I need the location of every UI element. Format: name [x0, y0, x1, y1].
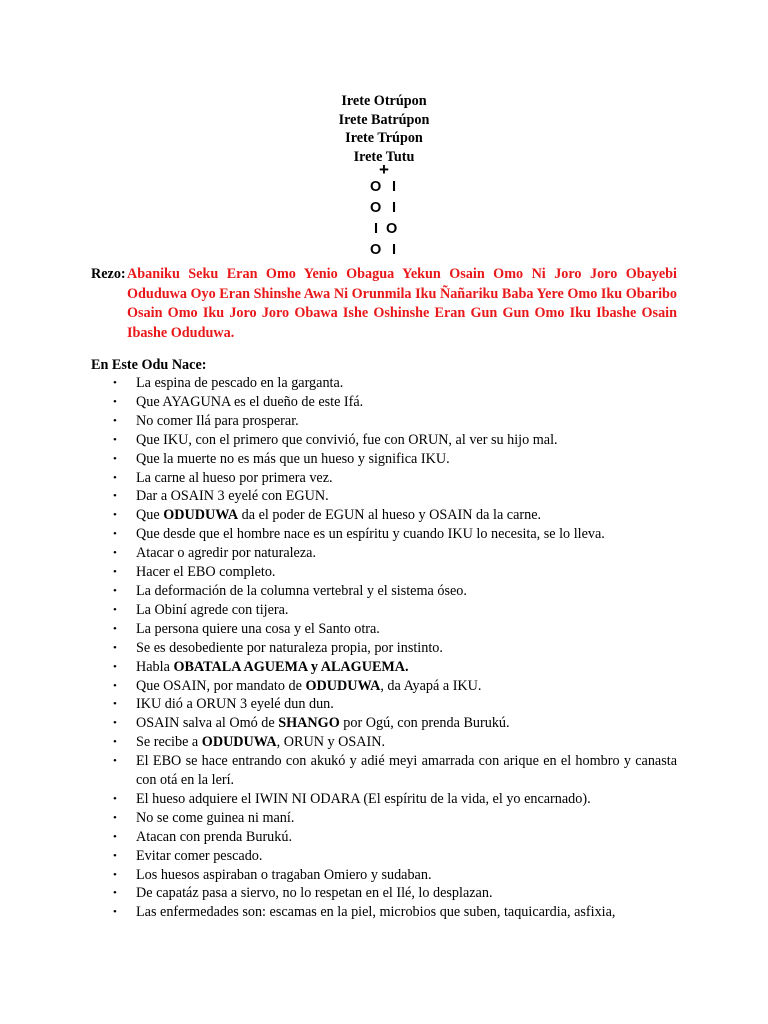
list-item [91, 658, 677, 677]
list-item [91, 639, 677, 658]
bullet-icon: • [113, 830, 117, 843]
list-item [91, 393, 677, 412]
sign-mark: O [386, 221, 398, 237]
bullet-icon: • [113, 717, 117, 730]
bullet-icon: • [113, 868, 117, 881]
text-run: El hueso adquiere el IWIN NI ODARA (El espíritu de la vida, el yo encarnado). [136, 790, 591, 807]
text-run: Hacer el EBO completo. [136, 564, 276, 581]
bullet-icon: • [113, 906, 117, 919]
list-item [91, 431, 677, 450]
bullet-icon: • [113, 584, 117, 597]
bullet-icon: • [113, 660, 117, 673]
text-run: La persona quiere una cosa y el Santo otra. [136, 620, 380, 637]
rezo-label: Rezo: [91, 266, 126, 282]
sign-mark: I [392, 179, 397, 195]
bullet-icon: • [113, 547, 117, 560]
text-run: Evitar comer pescado. [136, 847, 263, 864]
bullet-icon: • [113, 471, 117, 484]
sign-mark: I [374, 221, 379, 237]
list-item [91, 506, 677, 525]
bullet-icon: • [113, 414, 117, 427]
odu-name: Irete Otrúpon [341, 93, 427, 109]
bullet-icon: • [113, 377, 117, 389]
text-run: Dar a OSAIN 3 eyelé con EGUN. [136, 488, 329, 505]
bullet-icon: • [113, 679, 117, 692]
text-run: El EBO se hace entrando con akukó y adié meyi amarrada con arique en el hombro y canasta con otá en la lerí. [136, 753, 677, 789]
bullet-icon: • [113, 603, 117, 616]
text-run: por Ogú, con prenda Burukú. [339, 715, 510, 732]
text-run: No se come guinea ni maní. [136, 809, 295, 826]
bullet-icon: • [113, 849, 117, 862]
sign-row [354, 219, 414, 240]
list-item [91, 544, 677, 563]
bullet-list [91, 374, 677, 922]
text-run: Que AYAGUNA es el dueño de este Ifá. [136, 393, 364, 410]
bold-text: ODUDUWA [201, 734, 277, 751]
list-item [91, 525, 677, 544]
list-item [91, 563, 677, 582]
text-run: Habla [136, 658, 174, 675]
list-item [91, 695, 677, 714]
bullet-icon: • [113, 566, 117, 579]
list-item [91, 677, 677, 696]
text-run: Que IKU, con el primero que convivió, fue con ORUN, al ver su hijo mal. [136, 431, 558, 448]
bold-text: OBATALA AGUEMA y ALAGUEMA. [173, 658, 409, 675]
list-item [91, 582, 677, 601]
odu-name: Irete Batrúpon [338, 111, 430, 128]
odu-names [0, 92, 768, 166]
list-item [91, 412, 677, 431]
sign-row [354, 177, 414, 198]
odu-name: Irete Tutu [353, 148, 415, 165]
sign-mark: I [392, 200, 397, 216]
bullet-icon: • [113, 528, 117, 541]
text-run: Que desde que el hombre nace es un espíritu y cuando IKU lo necesita, se lo lleva. [136, 526, 605, 543]
list-item [91, 884, 677, 903]
text-run: da el poder de EGUN al hueso y OSAIN da la carne. [238, 507, 542, 524]
text-run: Los huesos aspiraban o tragaban Omiero y sudaban. [136, 866, 432, 883]
text-run: Las enfermedades son: escamas en la piel, microbios que suben, taquicardia, asfixia, [136, 904, 616, 921]
bold-text: SHANGO [278, 715, 340, 732]
list-item [91, 847, 677, 866]
section-heading: En Este Odu Nace: [91, 357, 207, 373]
odu-sign [354, 160, 414, 261]
bullet-icon: • [113, 792, 117, 805]
text-run: Atacan con prenda Burukú. [136, 828, 293, 845]
text-run: La Obiní agrede con tijera. [136, 601, 289, 618]
list-item [91, 620, 677, 639]
bullet-icon: • [113, 811, 117, 824]
bullet-icon: • [113, 641, 117, 654]
sign-row [354, 198, 414, 219]
bullet-icon: • [113, 698, 117, 711]
list-item [91, 374, 677, 393]
bullet-icon: • [113, 755, 117, 768]
list-item [91, 809, 677, 828]
bullet-icon: • [113, 490, 117, 503]
text-run: , da Ayapá a IKU. [380, 677, 482, 694]
rezo-text: Abaniku Seku Eran Omo Yenio Obagua Yekun Osain Omo Ni Joro Joro Obayebi Oduduwa Oyo Eran Shinshe Awa Ni Orunmila Iku Ñañariku Baba Yere Omo Iku Obaribo Osain Omo Iku Joro Joro Obawa Ishe Oshinshe Eran Gun Gun Omo Iku Ibashe Osain Ibashe Oduduwa. [127, 266, 677, 341]
sign-plus: + [379, 160, 389, 179]
bullet-icon: • [113, 395, 117, 408]
bullet-icon: • [113, 887, 117, 900]
text-run: Que [136, 507, 164, 524]
sign-mark: O [370, 200, 382, 216]
sign-mark: O [370, 179, 382, 195]
text-run: Atacar o agredir por naturaleza. [136, 545, 316, 562]
list-item [91, 733, 677, 752]
text-run: La espina de pescado en la garganta. [136, 375, 344, 391]
text-run: Se recibe a [136, 734, 202, 751]
text-run: IKU dió a ORUN 3 eyelé dun dun. [136, 696, 334, 713]
rezo-section [91, 265, 677, 343]
bullet-icon: • [113, 736, 117, 749]
sign-mark: I [392, 242, 397, 258]
text-run: Se es desobediente por naturaleza propia, por instinto. [136, 639, 443, 656]
text-run: De capatáz pasa a siervo, no lo respetan en el Ilé, lo desplazan. [136, 885, 493, 902]
list-item [91, 828, 677, 847]
text-run: Que OSAIN, por mandato de [136, 677, 306, 694]
list-item [91, 469, 677, 488]
bullet-icon: • [113, 433, 117, 446]
bold-text: ODUDUWA [305, 677, 381, 694]
bullet-icon: • [113, 509, 117, 522]
text-run: OSAIN salva al Omó de [136, 715, 279, 732]
bullet-icon: • [113, 452, 117, 465]
list-item [91, 714, 677, 733]
list-item [91, 450, 677, 469]
text-run: No comer Ilá para prosperar. [136, 412, 299, 429]
odu-name: Irete Trúpon [345, 130, 423, 146]
sign-row [354, 240, 414, 261]
text-run: , ORUN y OSAIN. [276, 734, 386, 751]
list-item [91, 903, 677, 922]
text-run: La carne al hueso por primera vez. [136, 469, 333, 486]
sign-mark: O [370, 242, 382, 258]
bullet-icon: • [113, 622, 117, 635]
list-item [91, 752, 677, 790]
list-item [91, 601, 677, 620]
text-run: Que la muerte no es más que un hueso y significa IKU. [136, 450, 450, 467]
list-item [91, 790, 677, 809]
text-run: La deformación de la columna vertebral y el sistema óseo. [136, 582, 467, 599]
bold-text: ODUDUWA [163, 507, 239, 524]
list-item [91, 866, 677, 885]
list-item [91, 487, 677, 506]
